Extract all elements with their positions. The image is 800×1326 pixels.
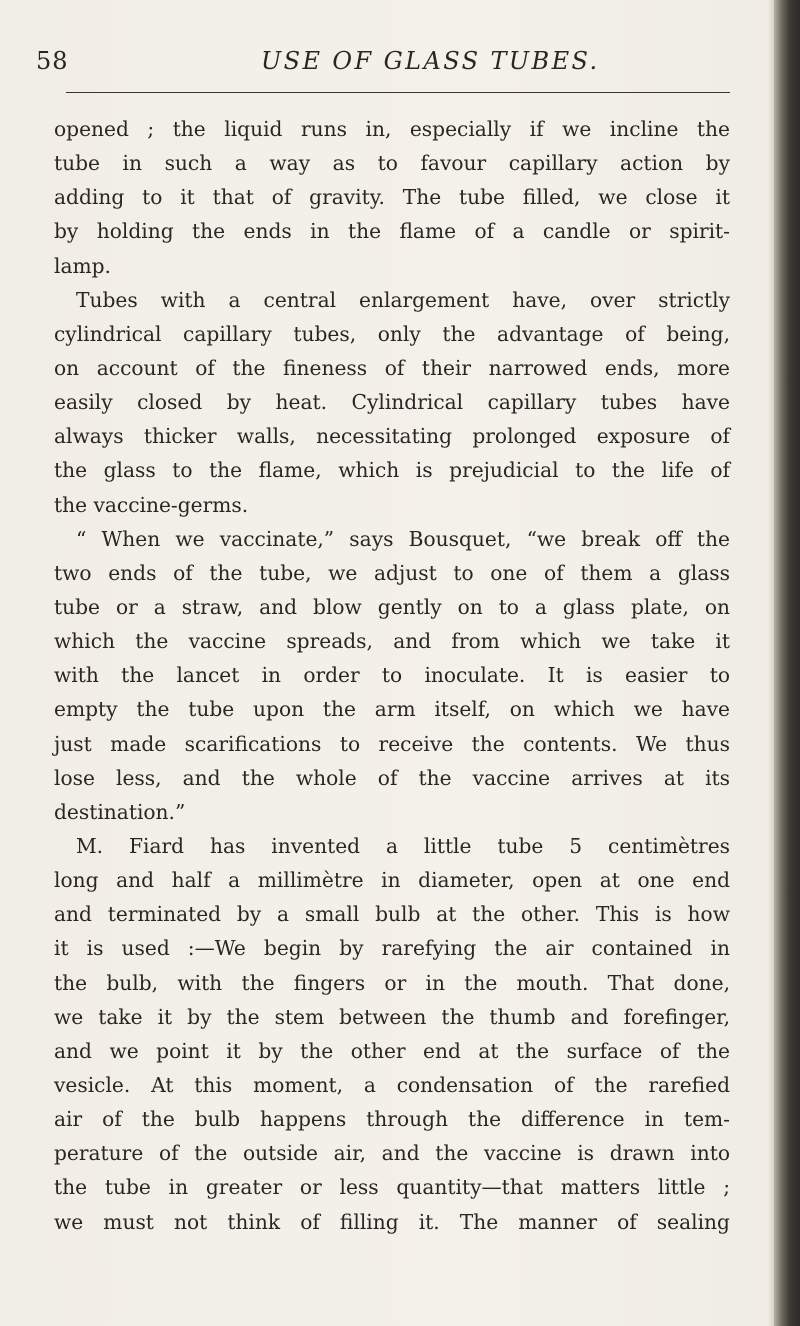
text-line: vesicle. At this moment, a condensation of the rarefied xyxy=(54,1072,730,1097)
text-line: M. Fiard has invented a little tube 5 centimètres xyxy=(76,833,730,858)
text-line: lose less, and the whole of the vaccine arrives at its xyxy=(54,765,730,790)
text-line: always thicker walls, necessitating prolonged exposure of xyxy=(54,424,730,449)
book-spine xyxy=(774,0,800,1326)
text-line: perature of the outside air, and the vaccine is drawn into xyxy=(54,1141,730,1166)
text-line: the bulb, with the fingers or in the mouth. That done, xyxy=(54,970,730,995)
text-line: the vaccine-germs. xyxy=(54,492,249,517)
text-line: adding to it that of gravity. The tube filled, we close it xyxy=(54,185,730,210)
text-line: it is used :—We begin by rarefying the air contained in xyxy=(54,936,730,961)
text-line: we take it by the stem between the thumb and forefinger, xyxy=(54,1004,730,1029)
text-line: tube or a straw, and blow gently on to a glass plate, on xyxy=(54,594,730,619)
text-line: “ When we vaccinate,” says Bousquet, “we break off the xyxy=(76,526,730,551)
text-line: just made scarifications to receive the contents. We thus xyxy=(54,731,730,756)
text-line: and terminated by a small bulb at the other. This is how xyxy=(54,902,730,927)
running-title: USE OF GLASS TUBES. xyxy=(261,47,600,75)
body-text xyxy=(54,112,730,1239)
text-line: empty the tube upon the arm itself, on which we have xyxy=(54,697,730,722)
text-line: cylindrical capillary tubes, only the advantage of being, xyxy=(54,321,730,346)
text-line: two ends of the tube, we adjust to one of them a glass xyxy=(54,560,730,585)
header-rule xyxy=(66,92,730,93)
text-line: air of the bulb happens through the difference in tem- xyxy=(54,1107,730,1132)
text-line: opened ; the liquid runs in, especially if we incline the xyxy=(54,117,730,141)
text-line: tube in such a way as to favour capillary action by xyxy=(54,151,730,176)
text-line: by holding the ends in the flame of a candle or spirit- xyxy=(54,219,730,244)
text-line: lamp. xyxy=(54,253,111,278)
text-line: which the vaccine spreads, and from which we take it xyxy=(54,629,730,654)
text-line: on account of the fineness of their narrowed ends, more xyxy=(54,355,730,380)
page-number: 58 xyxy=(36,47,69,75)
text-line: the tube in greater or less quantity—that matters little ; xyxy=(54,1175,730,1200)
text-line: destination.” xyxy=(54,799,186,824)
text-line: easily closed by heat. Cylindrical capillary tubes have xyxy=(54,390,730,415)
text-line: Tubes with a central enlargement have, over strictly xyxy=(76,287,730,312)
text-line: the glass to the flame, which is prejudicial to the life of xyxy=(54,458,730,483)
text-line: with the lancet in order to inoculate. It is easier to xyxy=(54,663,730,688)
text-line: we must not think of filling it. The manner of sealing xyxy=(54,1209,730,1234)
text-line: and we point it by the other end at the surface of the xyxy=(54,1038,730,1063)
page-header xyxy=(36,46,736,86)
text-line: long and half a millimètre in diameter, open at one end xyxy=(54,868,730,893)
